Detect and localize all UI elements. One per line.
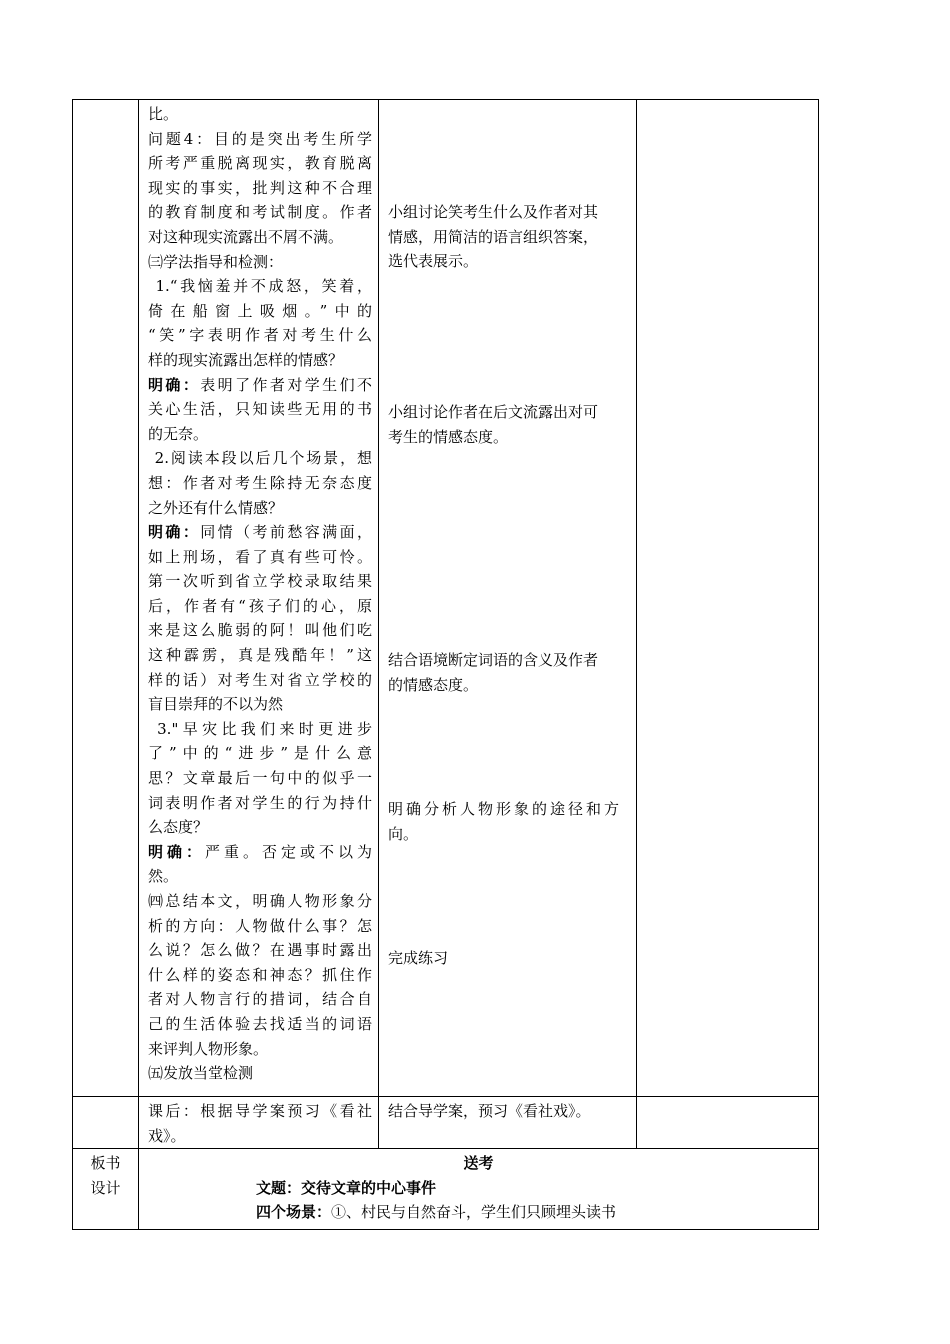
after-class-student-cell — [379, 1097, 637, 1149]
text-line: 了”中的“进步”是什么意 — [148, 744, 372, 763]
text-line: 后，作者有“孩子们的心，原 — [148, 596, 372, 615]
text-line: 样的现实流露出怎样的情感？ — [148, 350, 344, 369]
text-line: 析的方向：人物做什么事？怎 — [148, 916, 372, 935]
answer-label: 明确： — [148, 375, 201, 394]
text-line: 这种霹雳，真是残酷年！”这 — [148, 646, 372, 665]
answer-label: 明确： — [148, 842, 205, 861]
text-line: 1.“我恼羞并不成怒，笑着， — [148, 277, 372, 296]
text-line: ㈢学法指导和检测： — [148, 252, 284, 271]
text-line: 所考严重脱离现实，教育脱离 — [148, 154, 372, 173]
board-design-label-cell — [73, 1149, 139, 1230]
side-label-line: 板书 — [90, 1154, 121, 1173]
board-title: 送考 — [463, 1154, 494, 1173]
notes-cell-empty — [637, 100, 819, 1097]
text-line: 小组讨论作者在后文流露出对可 — [388, 403, 599, 421]
board-line-2 — [139, 1200, 818, 1225]
activity-block-4 — [388, 797, 630, 846]
text-line: 者对人物言行的措词，结合自 — [148, 990, 372, 1009]
text-line: 己的生活体验去找适当的词语 — [148, 1014, 372, 1033]
text-line: 明确分析人物形象的途径和方 — [388, 800, 619, 818]
after-class-teacher-cell — [139, 1097, 379, 1149]
answer-text: 严重。否定或不以为 — [205, 842, 372, 861]
board-line-1 — [139, 1176, 818, 1201]
text-line: 然。 — [148, 867, 179, 886]
text-line: 什么样的姿态和神态？抓住作 — [148, 965, 372, 984]
text-line: 想：作者对考生除持无奈态度 — [148, 473, 372, 492]
text-line: “笑”字表明作者对考生什么 — [148, 326, 372, 345]
text-line: 选代表展示。 — [388, 252, 479, 271]
text-line: 来是这么脆弱的阿！叫他们吃 — [148, 621, 372, 640]
board-line-label: 四个场景： — [256, 1203, 332, 1222]
side-label-cell-empty — [73, 100, 139, 1097]
text-line: 结合导学案，预习《看社戏》。 — [388, 1102, 591, 1120]
answer-text: 同情（考前愁容满面， — [200, 523, 372, 542]
text-line: ㈣总结本文，明确人物形象分 — [148, 892, 372, 910]
notes-cell-empty — [637, 1097, 819, 1149]
text-line: 么说？怎么做？在遇事时露出 — [148, 941, 372, 960]
side-label-cell-empty — [73, 1097, 139, 1149]
text-line: 课后：根据导学案预习《看社 — [148, 1102, 372, 1120]
board-line-text: 文题：交待文章的中心事件 — [256, 1178, 437, 1197]
answer-line — [148, 520, 372, 545]
lesson-plan-table — [72, 99, 819, 1230]
teacher-activity-cell — [139, 100, 379, 1097]
board-design-row — [73, 1149, 819, 1230]
text-line: 的教育制度和考试制度。作者 — [148, 203, 372, 222]
text-line: ㈤发放当堂检测 — [148, 1064, 254, 1083]
answer-text: 表明了作者对学生们不 — [200, 375, 372, 394]
activity-block-1 — [388, 200, 630, 274]
text-line: 戏》。 — [148, 1126, 186, 1145]
text-line: 3."早灾比我们来时更进步 — [148, 719, 372, 738]
text-line: 结合语境断定词语的含义及作者 — [388, 651, 599, 669]
text-line: 向。 — [388, 824, 419, 843]
text-line: 现实的事实，批判这种不合理 — [148, 178, 372, 197]
text-line: 2.阅读本段以后几个场景，想 — [148, 449, 372, 468]
text-line: 比。 — [148, 105, 179, 123]
text-line: 的无奈。 — [148, 424, 209, 443]
answer-line — [148, 840, 372, 865]
answer-label: 明确： — [148, 523, 201, 542]
text-line: 第一次听到省立学校录取结果 — [148, 572, 372, 591]
text-line: 么态度？ — [148, 818, 209, 837]
text-line: 如上刑场，看了真有些可怜。 — [148, 547, 372, 566]
board-line-text: ①、村民与自然奋斗，学生们只顾埋头读书 — [331, 1203, 617, 1222]
board-design-content-cell — [139, 1149, 819, 1230]
after-class-row — [73, 1097, 819, 1149]
text-line: 的情感态度。 — [388, 675, 479, 694]
text-line: 小组讨论笑考生什么及作者对其 — [388, 203, 599, 221]
text-line: 完成练习 — [388, 949, 449, 967]
activity-block-2 — [388, 400, 630, 449]
student-activity-cell — [379, 100, 637, 1097]
text-line: 思？文章最后一句中的似乎一 — [148, 769, 372, 788]
side-label-line: 设计 — [90, 1178, 121, 1197]
text-line: 关心生活，只知读些无用的书 — [148, 400, 372, 419]
text-line: 样的话）对考生对省立学校的 — [148, 670, 372, 689]
text-line: 问题4：目的是突出考生所学 — [148, 129, 372, 148]
activity-block-3 — [388, 648, 630, 697]
teaching-process-row — [73, 100, 819, 1097]
text-line: 倚在船窗上吸烟。”中的 — [148, 301, 372, 320]
text-line: 盲目崇拜的不以为然 — [148, 695, 284, 714]
text-line: 考生的情感态度。 — [388, 427, 509, 446]
text-line: 之外还有什么情感？ — [148, 498, 284, 517]
activity-block-5 — [388, 946, 630, 971]
text-line: 词表明作者对学生的行为持什 — [148, 793, 372, 812]
text-line: 情感，用简洁的语言组织答案， — [388, 227, 599, 246]
text-line: 来评判人物形象。 — [148, 1039, 269, 1058]
text-line: 对这种现实流露出不屑不满。 — [148, 227, 344, 246]
answer-line — [148, 373, 372, 398]
